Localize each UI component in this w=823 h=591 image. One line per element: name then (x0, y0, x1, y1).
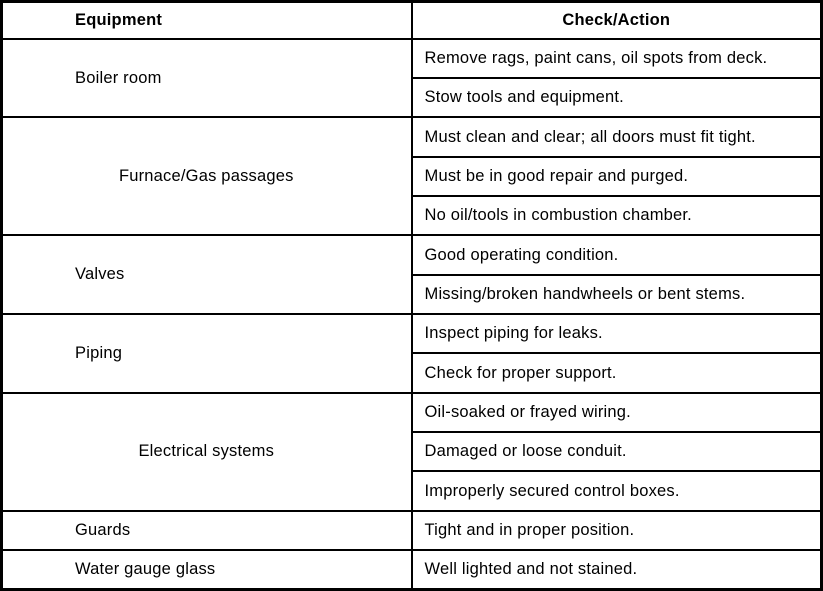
check-cell: No oil/tools in combustion chamber. (412, 196, 822, 235)
table-row (2, 117, 822, 156)
check-cell: Tight and in proper position. (412, 511, 822, 550)
check-cell: Good operating condition. (412, 235, 822, 274)
table-row (2, 550, 822, 589)
check-cell: Oil-soaked or frayed wiring. (412, 393, 822, 432)
equipment-cell-valves: Valves (2, 235, 412, 314)
check-cell: Check for proper support. (412, 353, 822, 392)
header-equipment: Equipment (2, 2, 412, 39)
header-check-action: Check/Action (412, 2, 822, 39)
table-row (2, 511, 822, 550)
check-cell: Damaged or loose conduit. (412, 432, 822, 471)
equipment-cell-water-gauge-glass: Water gauge glass (2, 550, 412, 589)
check-cell: Must clean and clear; all doors must fit tight. (412, 117, 822, 156)
check-cell: Remove rags, paint cans, oil spots from deck. (412, 39, 822, 78)
check-cell: Improperly secured control boxes. (412, 471, 822, 510)
table-row (2, 39, 822, 78)
check-cell: Inspect piping for leaks. (412, 314, 822, 353)
check-cell: Stow tools and equipment. (412, 78, 822, 117)
equipment-cell-boiler-room: Boiler room (2, 39, 412, 118)
check-cell: Must be in good repair and purged. (412, 157, 822, 196)
table-row (2, 235, 822, 274)
equipment-cell-furnace-gas-passages: Furnace/Gas passages (2, 117, 412, 235)
equipment-cell-guards: Guards (2, 511, 412, 550)
check-cell: Well lighted and not stained. (412, 550, 822, 589)
equipment-cell-piping: Piping (2, 314, 412, 393)
table-row (2, 393, 822, 432)
equipment-cell-electrical-systems: Electrical systems (2, 393, 412, 511)
check-cell: Missing/broken handwheels or bent stems. (412, 275, 822, 314)
table-row (2, 314, 822, 353)
table-header-row (2, 2, 822, 39)
